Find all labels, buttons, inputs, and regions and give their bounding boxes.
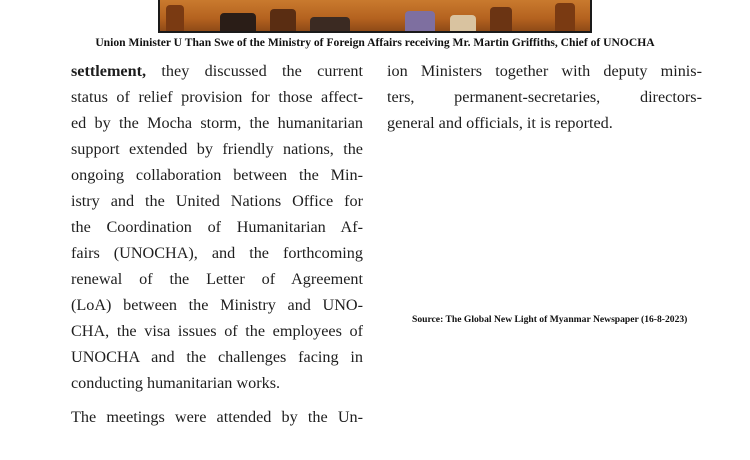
- text-line: istry and the United Nations Office for: [71, 192, 363, 210]
- photo-figure: [166, 5, 184, 31]
- text-line: ion Ministers together with deputy minis-: [387, 62, 702, 80]
- photo-figure: [450, 15, 476, 31]
- text-line: settlement, they discussed the current: [71, 62, 364, 80]
- text-line: renewal of the Letter of Agreement: [71, 270, 363, 288]
- text-line: CHA, the visa issues of the employees of: [71, 322, 363, 340]
- text-line: fairs (UNOCHA), and the forthcoming: [71, 244, 363, 262]
- text-line: support extended by friendly nations, the: [71, 140, 363, 158]
- photo-caption: Union Minister U Than Swe of the Ministry of Foreign Affairs receiving Mr. Martin Griffiths, Chief of UNOCHA: [95, 36, 655, 49]
- text-line: general and officials, it is reported.: [387, 114, 613, 132]
- paragraph: [71, 404, 363, 430]
- text-line: status of relief provision for those affect-: [71, 88, 363, 106]
- text-line: (LoA) between the Ministry and UNO-: [71, 296, 363, 314]
- paragraph: [71, 58, 363, 396]
- photo-figure: [405, 11, 435, 31]
- lead-word: settlement,: [71, 62, 147, 80]
- photo-figure: [270, 9, 296, 31]
- photo: [158, 0, 592, 33]
- text-line: ed by the Mocha storm, the humanitarian: [71, 114, 363, 132]
- text-line: UNOCHA and the challenges facing in: [71, 348, 363, 366]
- photo-figure: [310, 17, 350, 31]
- text-line: The meetings were attended by the Un-: [71, 408, 363, 426]
- source-note: Source: The Global New Light of Myanmar Newspaper (16-8-2023): [412, 314, 688, 325]
- photo-figure: [555, 3, 575, 31]
- text-line: the Coordination of Humanitarian Af-: [71, 218, 363, 236]
- left-column: [71, 58, 363, 430]
- right-column: [387, 58, 702, 136]
- photo-figure: [490, 7, 512, 31]
- text-line: ters, permanent-secretaries, directors-: [387, 88, 702, 106]
- photo-figure: [220, 13, 256, 31]
- text-line: conducting humanitarian works.: [71, 374, 281, 392]
- text-line: ongoing collaboration between the Min-: [71, 166, 363, 184]
- paragraph: [387, 58, 702, 136]
